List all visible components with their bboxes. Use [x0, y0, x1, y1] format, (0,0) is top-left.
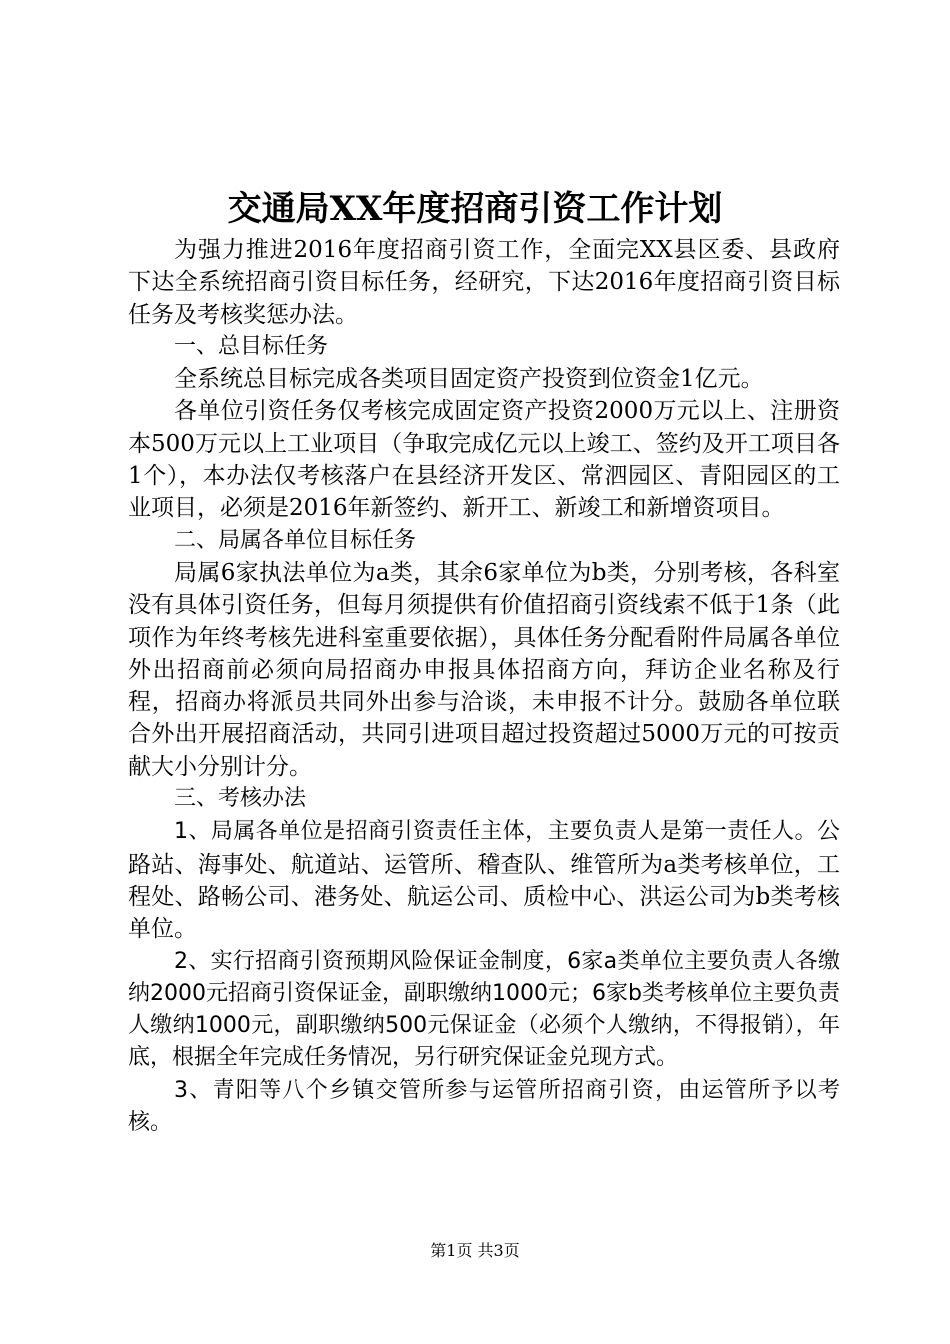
overall-target-paragraph: 全系统总目标完成各类项目固定资产投资到位资金1亿元。 — [174, 366, 764, 393]
section-heading-overall-targets: 一、总目标任务 — [174, 333, 329, 359]
assessment-item-1-lead: 1、局属各单位是招商引资责任主体，主要负责人是第一责任人。 — [174, 819, 817, 845]
intro-paragraph: 为强力推进2016年度招商引资工作，全面完XX县区委、县政府下达全系统招商引资目标任务，经研究，下达2016年度招商引资目标任务及考核奖惩办法。 — [128, 237, 840, 328]
document-body — [128, 234, 840, 1139]
document-title: 交通局XX年度招商引资工作计划 — [227, 189, 723, 229]
unit-assessment-paragraph: 各单位引资任务仅考核完成固定资产投资2000万元以上、注册资本500万元以上工业项目（争取完成亿元以上竣工、签约及开工项目各1个），本办法仅考核落户在县经济开发区、常泗园区、青阳园区的工业项目，必须是2016年新签约、新开工、新竣工和新增资项目。 — [128, 398, 840, 522]
assessment-item-1 — [128, 815, 840, 945]
section-heading-unit-targets: 二、局属各单位目标任务 — [174, 527, 417, 553]
page-footer: 第1页 共3页 — [430, 1241, 520, 1260]
unit-targets-paragraph: 局属6家执法单位为a类，其余6家单位为b类，分别考核，各科室没有具体引资任务，但每月须提供有价值招商引资线索不低于1条（此项作为年终考核先进科室重要依据），具体任务分配看附件局属各单位外出招商前必须向局招商办申报具体招商方向，拜访企业名称及行程，招商办将派员共同外出参与洽谈，未申报不计分。鼓励各单位联合外出开展招商活动，共同引进项目超过投资超过5000万元的可按贡献大小分别计分。 — [128, 559, 840, 780]
assessment-item-2: 2、实行招商引资预期风险保证金制度，6家a类单位主要负责人各缴纳2000元招商引资保证金，副职缴纳1000元；6家b类考核单位主要负责人缴纳1000元，副职缴纳500元保证金（必须个人缴纳，不得报销），年底，根据全年完成任务情况，另行研究保证金兑现方式。 — [128, 948, 840, 1071]
assessment-item-1-detail: 公路站、海事处、航道站、运管所、稽查队、维管所为a类考核单位，工程处、路畅公司、港务处、航运公司、质检中心、洪运公司为b类考核单位。 — [128, 818, 840, 943]
assessment-item-3: 3、青阳等八个乡镇交管所参与运管所招商引资，由运管所予以考核。 — [128, 1077, 840, 1136]
section-heading-assessment-methods: 三、考核办法 — [174, 786, 307, 812]
